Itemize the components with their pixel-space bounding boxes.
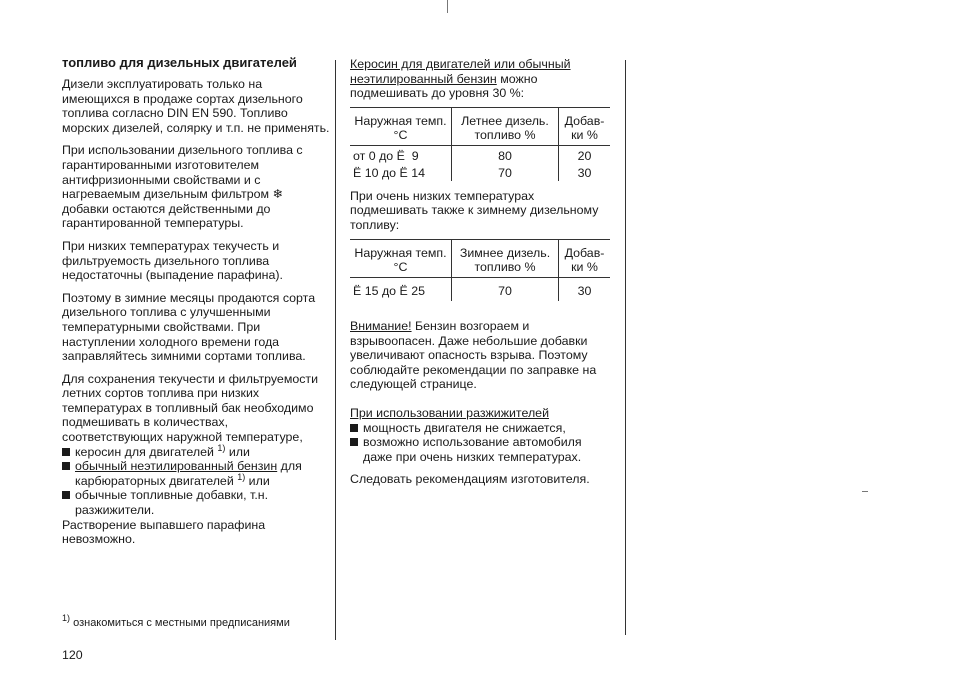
table-cell: от 0 до Ё 9	[353, 148, 419, 163]
table-cell: 30	[577, 166, 592, 181]
left-column	[62, 56, 330, 555]
list-item	[350, 435, 612, 464]
warning-text: Бензин возгораем и взрывоопасен. Даже небольшие добавки увеличивают опасность взрыва. Поэтому соблюдайте рекомендации по заправке на следующей странице.	[350, 319, 597, 392]
warning-label: Внимание!	[350, 319, 412, 334]
intro-text: можно подмешивать до уровня 30 %:	[350, 71, 538, 101]
page-number: 120	[62, 648, 83, 662]
scan-mark	[862, 491, 868, 492]
paragraph	[350, 57, 612, 101]
list-item-text: для карбюраторных двигателей	[75, 459, 302, 488]
list-item-link: обычный неэтилированный бензин	[75, 459, 278, 474]
scan-mark	[447, 0, 448, 13]
footnote-text: ознакомиться с местными предписаниями	[73, 617, 290, 629]
footnote	[62, 613, 322, 631]
header-cell: Добав-ки %	[564, 113, 605, 143]
additive-list	[62, 442, 330, 518]
footnote-ref: 1)	[237, 471, 246, 482]
table-cell: Ё 15 до Ё 25	[353, 283, 425, 298]
thinner-heading: При использовании разжижителей	[350, 406, 549, 421]
footnote-mark: 1)	[62, 613, 71, 623]
paragraph: При низких температурах текучесть и фильтруемость дизельного топлива недостаточны (выпадение парафина).	[62, 238, 283, 283]
footnote-ref: 1)	[217, 442, 226, 453]
table-header-row	[350, 239, 610, 277]
header-cell: Зимнее дизель. топливо %	[452, 239, 559, 277]
table-cell: 70	[452, 163, 559, 181]
table-row	[350, 145, 610, 163]
table-cell: 80	[452, 145, 559, 163]
header-cell: Добав-ки %	[564, 245, 605, 275]
list-item	[62, 488, 330, 517]
list-item	[62, 442, 330, 460]
paragraph: Следовать рекомендациям изготовителя.	[350, 472, 590, 487]
table-header-row	[350, 107, 610, 145]
header-cell: Наружная темп. °С	[354, 245, 447, 275]
list-item-text: керосин для двигателей	[75, 444, 214, 459]
table-cell: 30	[577, 283, 592, 298]
list-item	[350, 421, 612, 436]
paragraph: Для сохранения текучести и фильтруемости летних сортов топлива при низких температурах в топливный бак необходимо подмешивать в количествах, соответствующих наружной температуре,	[62, 371, 319, 445]
list-item-tail: или	[248, 473, 270, 488]
column-divider	[335, 60, 336, 640]
list-item-text: обычные топливные добавки, т.н. разжижители.	[75, 488, 269, 518]
warning-paragraph	[350, 319, 612, 392]
list-item-text: мощность двигателя не снижается,	[363, 420, 566, 435]
header-cell: Летнее дизель. топливо %	[452, 107, 559, 145]
summer-mix-table	[350, 107, 610, 181]
right-column	[350, 57, 612, 495]
paragraph: Дизели эксплуатировать только на имеющихся в продаже сортах дизельного топлива согласно DIN EN 590. Топливо морских дизелей, солярку и т.п. не применять.	[62, 77, 330, 135]
list-item	[62, 459, 330, 488]
intro-link: Керосин для двигателей или обычный неэтилированный бензин	[350, 57, 571, 86]
table-cell: Ё 10 до Ё 14	[353, 166, 425, 181]
section-title: топливо для дизельных двигателей	[62, 55, 297, 70]
table-cell: 70	[452, 277, 559, 301]
table-row	[350, 163, 610, 181]
paragraph: Поэтому в зимние месяцы продаются сорта дизельного топлива с улучшенными температурными свойствами. При наступлении холодного времени года заправляйтесь зимними сортами топлива.	[62, 290, 316, 364]
paragraph: При использовании дизельного топлива с гарантированными изготовителем антифризионными свойствами и с нагреваемым дизельным фильтром ❄ добавки остаются действенными до гарантированной температуры.	[62, 143, 303, 231]
page-edge-line	[625, 60, 626, 635]
table-cell: 20	[577, 148, 592, 163]
list-item-text: возможно использование автомобиля даже при очень низких температурах.	[363, 435, 582, 464]
paragraph: При очень низких температурах подмешивать также к зимнему дизельному топливу:	[350, 188, 599, 232]
list-item-tail: или	[228, 444, 250, 459]
winter-mix-table	[350, 239, 610, 302]
header-cell: Наружная темп. °С	[354, 113, 447, 143]
table-row	[350, 277, 610, 301]
thinner-list	[350, 421, 612, 465]
paragraph: Растворение выпавшего парафина невозможно.	[62, 517, 266, 547]
